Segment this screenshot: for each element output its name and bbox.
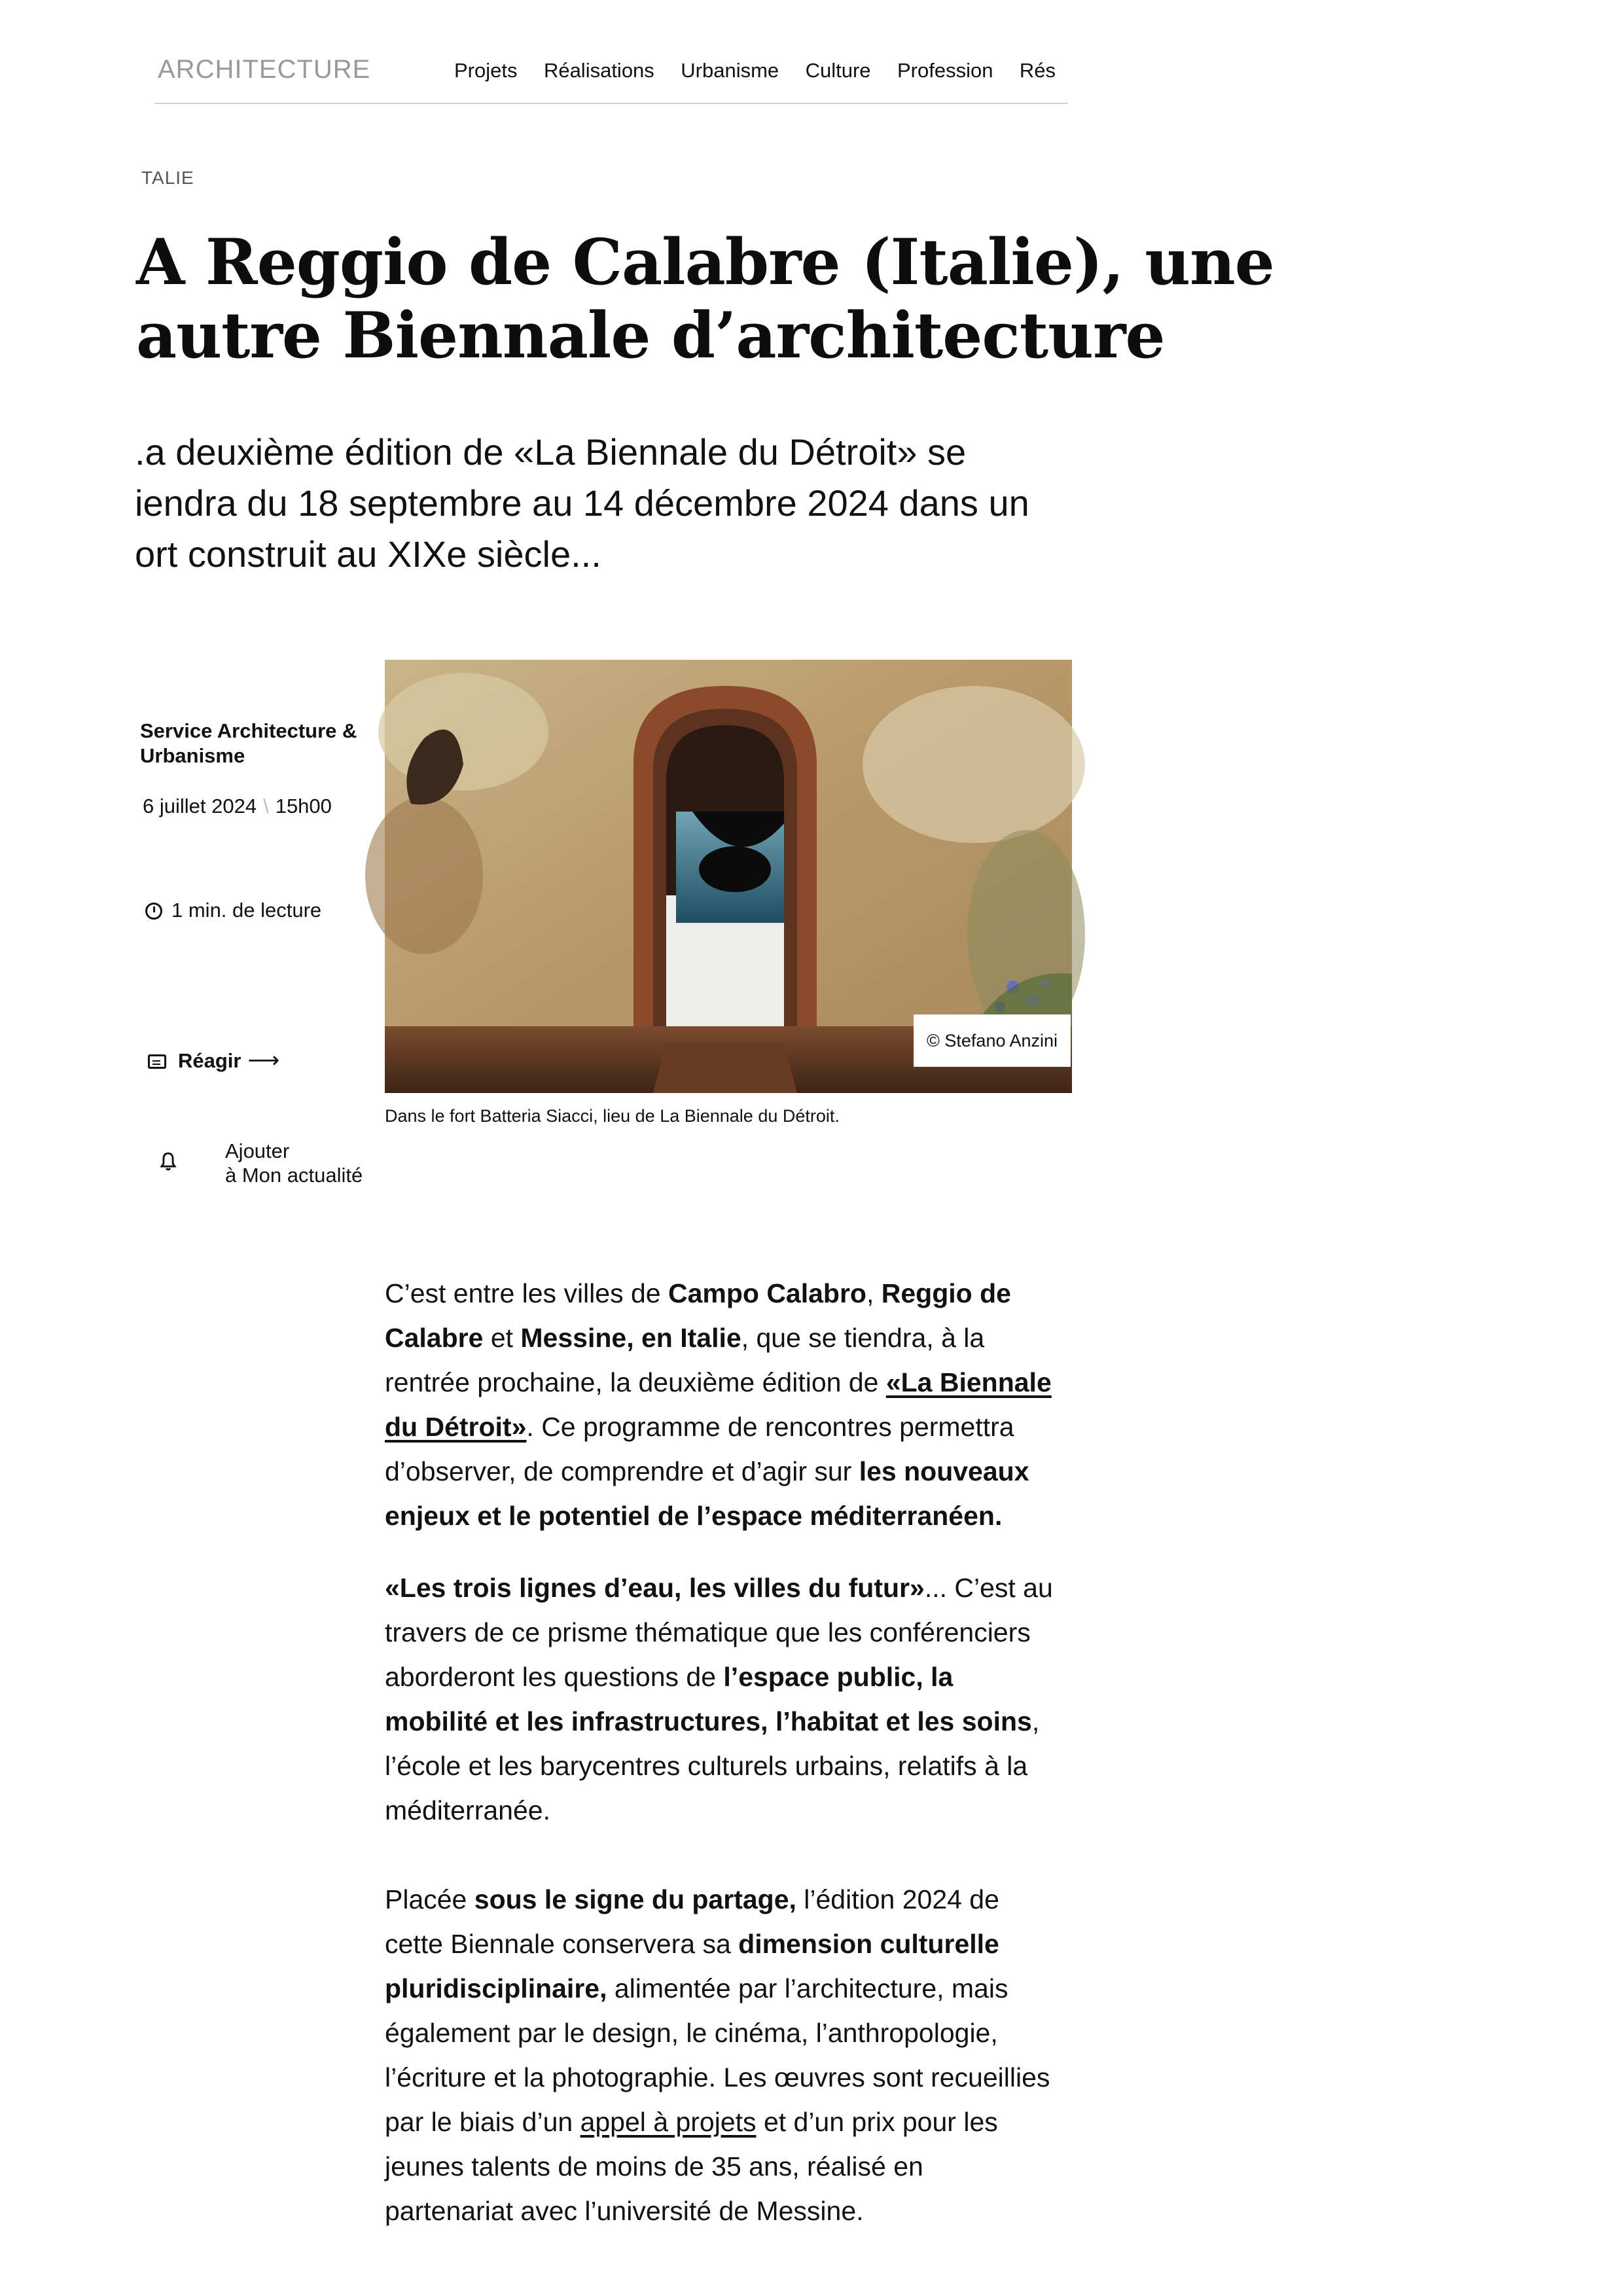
text: C’est entre les villes de	[385, 1278, 668, 1308]
article-dateline	[143, 795, 332, 818]
reading-time	[145, 899, 321, 922]
article-title	[136, 225, 1274, 372]
reading-time-label: 1 min. de lecture	[171, 899, 322, 922]
follow-label-line2: à Mon actualité	[225, 1164, 363, 1187]
react-button[interactable]	[148, 1047, 279, 1073]
text: d’observer, de comprendre et d’agir sur	[385, 1456, 859, 1486]
react-label: Réagir	[178, 1049, 241, 1072]
article-lead-line: .a deuxième édition de «La Biennale du Détroit» se	[135, 431, 967, 473]
article-title-line: autre Biennale d’architecture	[136, 298, 1165, 372]
article-lead-line: iendra du 18 septembre au 14 décembre 2024 dans un	[135, 482, 1029, 524]
text-bold: pluridisciplinaire,	[385, 1973, 607, 2003]
article-author[interactable]: Service Architecture & Urbanisme	[140, 719, 357, 767]
text: l’écriture et la photographie. Les œuvres sont recueillies	[385, 2062, 1050, 2092]
article-body	[385, 1271, 1079, 2233]
nav-item-culture[interactable]: Culture	[805, 59, 871, 82]
text-bold: «Les trois lignes d’eau, les villes du futur»	[385, 1573, 925, 1603]
text: cette Biennale conservera sa	[385, 1929, 739, 1959]
text-bold: mobilité et les infrastructures, l’habitat et les soins	[385, 1706, 1032, 1736]
text: rentrée prochaine, la deuxième édition de	[385, 1367, 886, 1397]
text-bold: Campo Calabro	[668, 1278, 866, 1308]
body-paragraph-2	[385, 1566, 1079, 1833]
arrow-right-icon: ⟶	[247, 1048, 280, 1073]
article-title-line: A Reggio de Calabre (Italie), une	[136, 225, 1274, 299]
text: l’école et les barycentres culturels urbains, relatifs à la	[385, 1751, 1028, 1781]
main-nav	[454, 59, 1079, 82]
text: alimentée par l’architecture, mais	[607, 1973, 1008, 2003]
text-bold: Messine, en Italie	[520, 1323, 741, 1353]
text: également par le design, le cinéma, l’anthropologie,	[385, 2018, 998, 2048]
photo-caption: Dans le fort Batteria Siacci, lieu de La Biennale du Détroit.	[385, 1106, 840, 1126]
nav-item-truncated[interactable]: Rés	[1019, 59, 1056, 82]
text: et	[483, 1323, 521, 1353]
article-time: 15h00	[275, 795, 332, 817]
text: , que se tiendra, à la	[741, 1323, 985, 1353]
text-bold: dimension culturelle	[738, 1929, 999, 1959]
bell-icon	[157, 1151, 179, 1173]
text: ,	[866, 1278, 882, 1308]
text-bold: Calabre	[385, 1323, 484, 1353]
text: par le biais d’un	[385, 2107, 580, 2137]
text: l’édition 2024 de	[796, 1884, 999, 1914]
text: ... C’est au	[924, 1573, 1053, 1603]
body-paragraph-1	[385, 1271, 1079, 1538]
nav-item-realisations[interactable]: Réalisations	[543, 59, 654, 82]
call-for-projects-link[interactable]: appel à projets	[580, 2107, 757, 2137]
text-bold: enjeux et le potentiel de l’espace méditerranéen.	[385, 1501, 1003, 1531]
comment-icon	[148, 1054, 166, 1069]
biennale-link[interactable]: «La Biennale	[885, 1367, 1052, 1397]
text: travers de ce prisme thématique que les conférenciers	[385, 1617, 1031, 1647]
follow-label-line1: Ajouter	[225, 1139, 290, 1162]
nav-item-projets[interactable]: Projets	[454, 59, 518, 82]
text: partenariat avec l’université de Messine.	[385, 2196, 864, 2226]
nav-item-urbanisme[interactable]: Urbanisme	[681, 59, 779, 82]
article-kicker[interactable]: TALIE	[141, 168, 194, 188]
text: jeunes talents de moins de 35 ans, réalisé en	[385, 2151, 923, 2181]
nav-item-profession[interactable]: Profession	[897, 59, 993, 82]
text-bold: Reggio de	[881, 1278, 1011, 1308]
text: méditerranée.	[385, 1795, 550, 1825]
nav-divider	[154, 103, 1068, 104]
text-bold: les nouveaux	[859, 1456, 1029, 1486]
text: Placée	[385, 1884, 474, 1914]
article-lead-line: ort construit au XIXe siècle...	[135, 533, 601, 575]
text-bold: sous le signe du partage,	[474, 1884, 796, 1914]
text: ,	[1031, 1706, 1040, 1736]
text: aborderont les questions de	[385, 1662, 724, 1692]
text: et d’un prix pour les	[756, 2107, 998, 2137]
biennale-link[interactable]: du Détroit»	[385, 1412, 527, 1442]
text-bold: l’espace public, la	[723, 1662, 954, 1692]
article-lead	[135, 427, 1116, 580]
clock-icon	[145, 903, 162, 920]
text: . Ce programme de rencontres permettra	[526, 1412, 1014, 1442]
photo-credit: © Stefano Anzini	[914, 1014, 1071, 1067]
body-paragraph-3	[385, 1877, 1079, 2233]
article-date: 6 juillet 2024	[143, 795, 257, 817]
site-section-brand[interactable]: ARCHITECTURE	[158, 55, 371, 84]
date-separator: \	[263, 795, 269, 817]
